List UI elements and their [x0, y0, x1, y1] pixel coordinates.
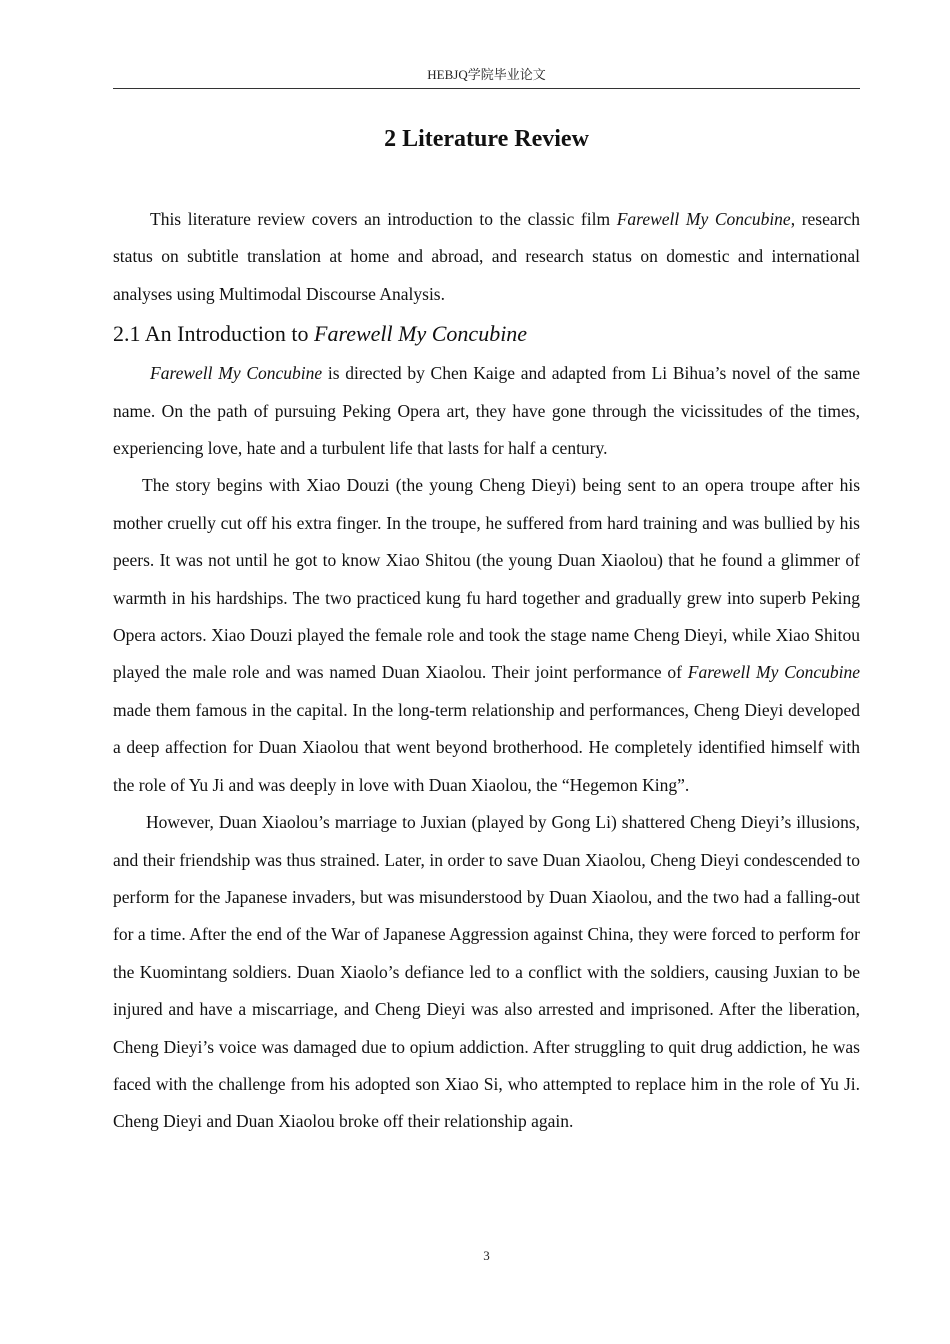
paragraph-film-overview-title: Farewell My Concubine: [150, 363, 323, 384]
section-heading-film-title: Farewell My Concubine: [314, 321, 528, 347]
paragraph-film-overview: [113, 355, 860, 467]
paragraph-story-conflict-text: However, Duan Xiaolou’s marriage to Juxian (played by Gong Li) shattered Cheng Dieyi’s illusions, and their friendship was thus strained. Later, in order to save Duan Xiaolou, Cheng Dieyi condescended to perform for the Japanese invaders, but was misunderstood by Duan Xiaolou, and the two had a falling-out for a time. After the end of the War of Japanese Aggression against China, they were forced to perform for the Kuomintang soldiers. Duan Xiaolo’s defiance led to a conflict with the soldiers, causing Juxian to be injured and have a miscarriage, and Cheng Dieyi was also arrested and imprisoned. After the liberation, Cheng Dieyi’s voice was damaged due to opium addiction. After struggling to quit drug addiction, he was faced with the challenge from his adopted son Xiao Si, who attempted to replace him in the role of Yu Ji. Cheng Dieyi and Duan Xiaolou broke off their relationship again.: [113, 812, 860, 1132]
paragraph-story-beginning-text-2: made them famous in the capital. In the long-term relationship and performances, Cheng Dieyi developed a deep affection for Duan Xiaolou that went beyond brotherhood. He completely identified himself with the role of Yu Ji and was deeply in love with Duan Xiaolou, the “Hegemon King”.: [113, 699, 860, 795]
running-header: [113, 64, 860, 89]
paragraph-film-overview-text: is directed by Chen Kaige and adapted from Li Bihua’s novel of the same name. On the path of pursuing Peking Opera art, they have gone through the vicissitudes of the times, experiencing love, hate and a turbulent life that lasts for half a century.: [113, 363, 860, 459]
intro-paragraph: [113, 201, 860, 313]
intro-text-1: This literature review covers an introduction to the classic film: [150, 209, 617, 229]
chapter-title: 2 Literature Review: [384, 126, 589, 152]
paragraph-story-beginning-film-title: Farewell My Concubine: [687, 662, 860, 683]
page-number: 3: [483, 1248, 490, 1263]
intro-text-2: , research status on subtitle translation at home and abroad, and research status on domestic and international analyses using Multimodal Discourse Analysis.: [113, 209, 860, 304]
paragraph-story-beginning: [113, 467, 860, 804]
paragraph-story-beginning-text-1: The story begins with Xiao Douzi (the young Cheng Dieyi) being sent to an opera troupe after his mother cruelly cut off his extra finger. In the troupe, he suffered from hard training and was bullied by his peers. It was not until he got to know Xiao Shitou (the young Duan Xiaolou) that he found a glimmer of warmth in his hardships. The two practiced kung fu hard together and gradually grew into superb Peking Opera actors. Xiao Douzi played the female role and took the stage name Cheng Dieyi, while Xiao Shitou played the male role and was named Duan Xiaolou. Their joint performance of: [113, 475, 860, 683]
running-header-title: HEBJQ学院毕业论文: [427, 67, 546, 82]
intro-film-title: Farewell My Concubine: [616, 209, 791, 229]
paragraph-story-conflict: [113, 804, 860, 1141]
section-heading-2-1: [113, 313, 860, 355]
body-text: [113, 201, 860, 1141]
section-heading-prefix: 2.1 An Introduction to: [113, 321, 315, 347]
